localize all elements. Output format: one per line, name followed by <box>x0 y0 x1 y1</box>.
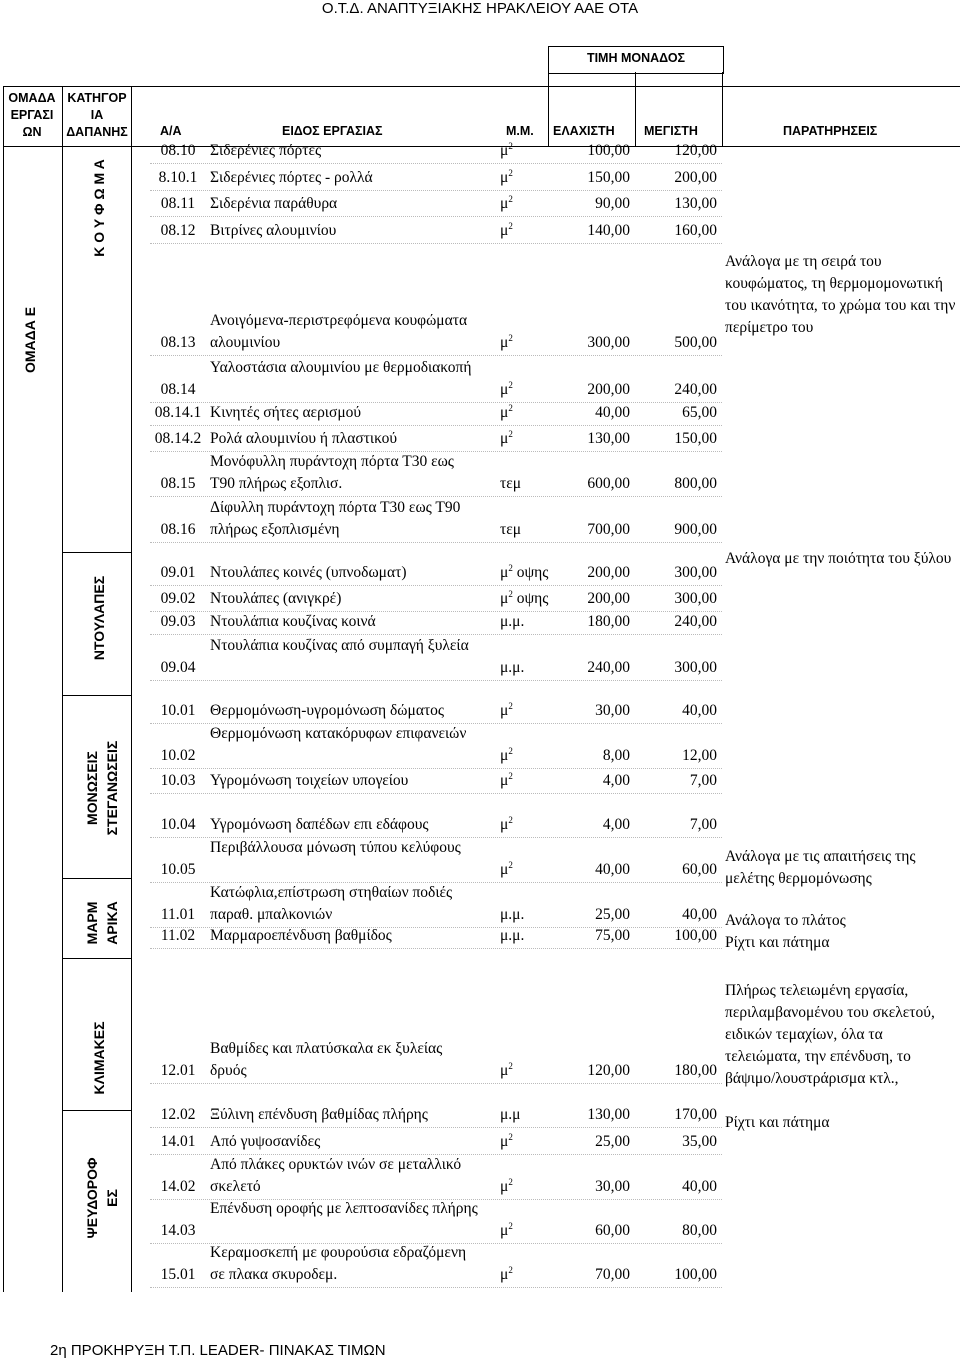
note-marmaro: Ρίχτι και πάτημα <box>725 934 830 951</box>
row-max-price: 100,00 <box>674 927 717 944</box>
row-unit: τεμ <box>500 521 522 538</box>
row-unit: $\mu^2$ <box>500 1265 513 1283</box>
row-min-price: 100,00 <box>587 142 630 159</box>
header-work: ΕΙΔΟΣ ΕΡΓΑΣΙΑΣ <box>282 124 383 138</box>
row-unit: $\mu^2$ <box>500 168 513 186</box>
row-min-price: 4,00 <box>602 816 630 833</box>
row-separator <box>150 793 722 794</box>
row-work: Μονόφυλλη πυράντοχη πόρτα Τ30 εως Τ90 πλήρως εξοπλισ. <box>210 453 454 492</box>
unit-superscript: 2 <box>508 333 513 343</box>
row-max-price: 130,00 <box>674 195 717 212</box>
category-separator <box>62 878 132 879</box>
row-min-price: 130,00 <box>587 430 630 447</box>
row-max-price: 150,00 <box>674 430 717 447</box>
row-work: Υγρομόνωση δαπέδων επι εδάφους <box>210 816 429 833</box>
unit-superscript: 2 <box>508 815 513 825</box>
unit-superscript: 2 <box>508 429 513 439</box>
note-katoflia: Ανάλογα το πλάτος <box>725 912 846 929</box>
row-unit: $\mu^2$ <box>500 333 513 351</box>
category-separator <box>62 552 132 553</box>
row-separator <box>150 680 722 681</box>
row-unit: $\mu^2$ <box>500 221 513 239</box>
row-separator <box>150 243 722 244</box>
row-unit: $\mu^2$ <box>500 746 513 764</box>
row-work: Σιδερένιες πόρτες <box>210 142 322 159</box>
note-koufomata: Ανάλογα με τη σειρά του κουφώματος, τη θερμομομονωτική του ικανότητα, το χρώμα του και την περίμετρο του <box>725 253 956 336</box>
unit-suffix: οψης <box>512 564 549 581</box>
row-max-price: 35,00 <box>682 1133 717 1150</box>
row-unit: $\mu^2$ <box>500 1177 513 1195</box>
row-min-price: 140,00 <box>587 222 630 239</box>
row-separator <box>150 768 722 769</box>
unit-price-header: ΤΙΜΗ ΜΟΝΑΔΟΣ <box>586 51 686 65</box>
row-min-price: 25,00 <box>595 906 630 923</box>
header-unit: Μ.Μ. <box>506 124 534 138</box>
row-aa: 08.12 <box>160 222 196 239</box>
row-aa: 12.02 <box>160 1106 196 1123</box>
unit-superscript: 2 <box>508 589 513 599</box>
row-min-price: 150,00 <box>587 169 630 186</box>
row-unit: $\mu^2$ <box>500 1132 513 1150</box>
category-separator <box>62 958 132 959</box>
row-unit: μ.μ <box>500 1106 521 1123</box>
row-aa: 08.11 <box>160 195 196 212</box>
category-arika: ΑΡΙΚΑ <box>104 901 120 945</box>
row-work: Σιδερένια παράθυρα <box>210 195 338 212</box>
row-max-price: 500,00 <box>674 334 717 351</box>
row-unit: $\mu^2$ <box>500 403 513 421</box>
category-klimakes: ΚΛΙΜΑΚΕΣ <box>91 1021 107 1095</box>
row-unit: $\mu^2$ <box>500 860 513 878</box>
row-unit: $\mu^2$ <box>500 815 513 833</box>
header-group: ΟΜΑΔΑ ΕΡΓΑΣΙ ΩΝ <box>8 91 56 139</box>
unit-superscript: 2 <box>508 701 513 711</box>
price-col-line <box>722 72 723 147</box>
row-aa: 08.14.2 <box>154 430 202 447</box>
category-separator <box>62 695 132 696</box>
row-max-price: 200,00 <box>674 169 717 186</box>
row-unit: $\mu^2$ <box>500 141 513 159</box>
unit-superscript: 2 <box>508 380 513 390</box>
unit-superscript: 2 <box>508 221 513 231</box>
page-title: Ο.Τ.Δ. ΑΝΑΠΤΥΞΙΑΚΗΣ ΗΡΑΚΛΕΙΟΥ ΑΑΕ ΟΤΑ <box>321 0 639 17</box>
row-unit: μ.μ. <box>500 906 525 923</box>
row-unit: $\mu^2$ οψης <box>500 563 549 581</box>
row-work: Υγρομόνωση τοιχείων υπογείου <box>210 772 409 789</box>
row-max-price: 40,00 <box>682 906 717 923</box>
row-aa: 10.03 <box>160 772 196 789</box>
unit-superscript: 2 <box>508 403 513 413</box>
row-separator <box>150 585 722 586</box>
header-min: ΕΛΑΧΙΣΤΗ <box>553 124 615 138</box>
row-aa: 8.10.1 <box>158 169 198 186</box>
category-monoseis: ΜΟΝΩΣΕΙΣ <box>84 751 100 825</box>
row-aa: 08.10 <box>160 142 196 159</box>
row-unit: μ.μ. <box>500 927 525 944</box>
row-work: Ανοιγόμενα-περιστρεφόμενα κουφώματα αλουμινίου <box>210 312 468 351</box>
row-aa: 11.01 <box>160 906 196 923</box>
row-aa: 09.01 <box>160 564 196 581</box>
category-pseudorofes: ΨΕΥΔΟΡΟΦ <box>84 1157 100 1239</box>
note-monosi: Ανάλογα με τις απαιτήσεις της μελέτης θερμομόνωσης <box>725 848 916 887</box>
category-marm: ΜΑΡΜ <box>84 901 100 945</box>
row-work: Ξύλινη επένδυση βαθμίδας πλήρης <box>210 1106 428 1123</box>
row-max-price: 12,00 <box>682 747 717 764</box>
unit-suffix: οψης <box>512 590 549 607</box>
row-aa: 15.01 <box>160 1266 196 1283</box>
row-aa: 10.02 <box>160 747 196 764</box>
row-work: Ρολά αλουμινίου ή πλαστικού <box>210 430 397 447</box>
row-separator <box>150 1083 722 1084</box>
row-unit: μ.μ. <box>500 613 525 630</box>
row-separator <box>150 542 722 543</box>
row-unit: $\mu^2$ <box>500 1221 513 1239</box>
row-separator <box>150 1287 722 1288</box>
unit-superscript: 2 <box>508 141 513 151</box>
row-aa: 10.04 <box>160 816 196 833</box>
row-separator <box>150 1127 722 1128</box>
row-max-price: 240,00 <box>674 613 717 630</box>
row-min-price: 4,00 <box>602 772 630 789</box>
row-work: Κατώφλια,επίστρωση στηθαίων ποδιές παραθ. μπαλκονιών <box>210 884 453 923</box>
row-aa: 09.02 <box>160 590 196 607</box>
row-max-price: 180,00 <box>674 1062 717 1079</box>
unit-superscript: 2 <box>508 1265 513 1275</box>
row-min-price: 130,00 <box>587 1106 630 1123</box>
row-work: Από γυψοσανίδες <box>210 1133 321 1150</box>
row-aa: 09.04 <box>160 659 196 676</box>
row-max-price: 100,00 <box>674 1266 717 1283</box>
row-min-price: 120,00 <box>587 1062 630 1079</box>
row-unit: $\mu^2$ <box>500 429 513 447</box>
row-max-price: 80,00 <box>682 1222 717 1239</box>
unit-superscript: 2 <box>508 1177 513 1187</box>
row-unit: $\mu^2$ <box>500 701 513 719</box>
row-work: Επένδυση οροφής με λεπτοσανίδες πλήρης <box>210 1200 478 1217</box>
frame-col-line <box>62 87 63 1292</box>
row-min-price: 30,00 <box>595 702 630 719</box>
row-max-price: 300,00 <box>674 590 717 607</box>
row-unit: $\mu^2$ <box>500 380 513 398</box>
unit-superscript: 2 <box>508 563 513 573</box>
row-work: Από πλάκες ορυκτών ινών σε μεταλλικό σκελετό <box>210 1156 462 1195</box>
row-min-price: 180,00 <box>587 613 630 630</box>
unit-superscript: 2 <box>508 860 513 870</box>
row-aa: 08.13 <box>160 334 196 351</box>
row-unit: $\mu^2$ <box>500 1061 513 1079</box>
row-unit: $\mu^2$ οψης <box>500 589 549 607</box>
row-min-price: 200,00 <box>587 381 630 398</box>
row-work: Βαθμίδες και πλατύσκαλα εκ ξυλείας δρυός <box>210 1040 443 1079</box>
row-max-price: 40,00 <box>682 702 717 719</box>
row-work: Περιβάλλουσα μόνωση τύπου κελύφους <box>210 839 461 856</box>
row-work: Δίφυλλη πυράντοχη πόρτα Τ30 εως Τ90 πλήρως εξοπλισμένη <box>210 499 461 538</box>
row-max-price: 170,00 <box>674 1106 717 1123</box>
row-max-price: 40,00 <box>682 1178 717 1195</box>
row-max-price: 900,00 <box>674 521 717 538</box>
row-min-price: 300,00 <box>587 334 630 351</box>
price-col-line <box>548 72 549 147</box>
row-aa: 08.16 <box>160 521 196 538</box>
row-aa: 12.01 <box>160 1062 196 1079</box>
row-work: Μαρμαροεπένδυση βαθμίδος <box>210 927 392 944</box>
row-unit: μ.μ. <box>500 659 525 676</box>
row-separator <box>150 425 722 426</box>
row-min-price: 700,00 <box>587 521 630 538</box>
row-unit: τεμ <box>500 475 522 492</box>
row-separator <box>150 163 722 164</box>
unit-superscript: 2 <box>508 194 513 204</box>
unit-superscript: 2 <box>508 168 513 178</box>
category-ntoulapes: ΝΤΟΥΛΑΠΕΣ <box>91 575 107 661</box>
row-work: Ντουλάπια κουζίνας από συμπαγή ξυλεία <box>210 637 469 654</box>
row-min-price: 8,00 <box>602 747 630 764</box>
note-ntoulapes: Ανάλογα με την ποιότητα του ξύλου <box>725 550 952 567</box>
header-notes: ΠΑΡΑΤΗΡΗΣΕΙΣ <box>783 124 878 138</box>
row-max-price: 800,00 <box>674 475 717 492</box>
row-max-price: 240,00 <box>674 381 717 398</box>
row-work: Κεραμοσκεπή με φουρούσια εδραζόμενη σε πλακα σκυροδεμ. <box>210 1244 467 1283</box>
row-min-price: 40,00 <box>595 404 630 421</box>
row-max-price: 7,00 <box>689 772 717 789</box>
row-min-price: 600,00 <box>587 475 630 492</box>
unit-superscript: 2 <box>508 1061 513 1071</box>
row-unit: $\mu^2$ <box>500 194 513 212</box>
category-koufomata: Κ Ο Υ Φ Ω Μ Α <box>91 159 107 257</box>
row-min-price: 200,00 <box>587 590 630 607</box>
row-min-price: 75,00 <box>595 927 630 944</box>
row-min-price: 25,00 <box>595 1133 630 1150</box>
row-aa: 14.02 <box>160 1178 196 1195</box>
row-max-price: 7,00 <box>689 816 717 833</box>
footer-text: 2η ΠΡΟΚΗΡΥΞΗ Τ.Π. LEADER- ΠΙΝΑΚΑΣ ΤΙΜΩΝ <box>50 1342 386 1359</box>
unit-superscript: 2 <box>508 746 513 756</box>
row-separator <box>150 216 722 217</box>
category-separator <box>62 1110 132 1111</box>
row-work: Βιτρίνες αλουμινίου <box>210 222 337 239</box>
row-aa: 08.14.1 <box>154 404 202 421</box>
row-min-price: 240,00 <box>587 659 630 676</box>
row-aa: 08.15 <box>160 475 196 492</box>
header-aa: Α/Α <box>160 124 182 138</box>
row-min-price: 30,00 <box>595 1178 630 1195</box>
row-aa: 14.01 <box>160 1133 196 1150</box>
row-max-price: 120,00 <box>674 142 717 159</box>
frame-col-line <box>131 87 132 1292</box>
row-work: Θερμομόνωση κατακόρυφων επιφανειών <box>210 725 467 742</box>
price-col-line <box>635 72 636 147</box>
frame-left-line <box>3 87 4 1292</box>
row-max-price: 300,00 <box>674 564 717 581</box>
row-unit: $\mu^2$ <box>500 771 513 789</box>
row-min-price: 40,00 <box>595 861 630 878</box>
row-work: Υαλοστάσια αλουμινίου με θερμοδιακοπή <box>210 359 472 376</box>
row-separator <box>150 355 722 356</box>
row-min-price: 90,00 <box>595 195 630 212</box>
header-category: ΚΑΤΗΓΟΡ ΙΑ ΔΑΠΑΝΗΣ <box>66 91 128 139</box>
row-aa: 08.14 <box>160 381 196 398</box>
category-steganoseis: ΣΤΕΓΑΝΩΣΕΙΣ <box>104 740 120 836</box>
header-max: ΜΕΓΙΣΤΗ <box>644 124 698 138</box>
row-separator <box>150 190 722 191</box>
row-aa: 09.03 <box>160 613 196 630</box>
row-aa: 11.02 <box>160 927 196 944</box>
unit-superscript: 2 <box>508 1221 513 1231</box>
note-xylini: Ρίχτι και πάτημα <box>725 1114 830 1131</box>
note-vathmides: Πλήρως τελειωμένη εργασία, περιλαμβανομένου του σκελετού, ειδικών τεμαχίων, όλα τα τελειώματα, την επένδυση, το βάψιμο/λουστράρισμα κτλ., <box>725 982 935 1087</box>
row-work: Ντουλάπια κουζίνας κοινά <box>210 613 376 630</box>
row-work: Κινητές σήτες αερισμού <box>210 404 362 421</box>
row-work: Σιδερένιες πόρτες - ρολλά <box>210 169 373 186</box>
header-bottom-line <box>3 146 960 147</box>
row-aa: 10.05 <box>160 861 196 878</box>
row-work: Θερμομόνωση-υγρομόνωση δώματος <box>210 702 445 719</box>
unit-superscript: 2 <box>508 1132 513 1142</box>
group-label: ΟΜΑΔΑ Ε <box>22 306 38 374</box>
row-max-price: 60,00 <box>682 861 717 878</box>
row-work: Ντουλάπες κοινές (υπνοδωματ) <box>210 564 407 581</box>
row-aa: 14.03 <box>160 1222 196 1239</box>
row-min-price: 70,00 <box>595 1266 630 1283</box>
row-work: Ντουλάπες (ανιγκρέ) <box>210 590 342 607</box>
unit-superscript: 2 <box>508 771 513 781</box>
row-max-price: 160,00 <box>674 222 717 239</box>
category-es: ΕΣ <box>104 1189 120 1207</box>
row-separator <box>150 948 722 949</box>
row-max-price: 300,00 <box>674 659 717 676</box>
row-min-price: 60,00 <box>595 1222 630 1239</box>
row-max-price: 65,00 <box>682 404 717 421</box>
row-min-price: 200,00 <box>587 564 630 581</box>
row-aa: 10.01 <box>160 702 196 719</box>
header-top-line <box>3 86 960 87</box>
